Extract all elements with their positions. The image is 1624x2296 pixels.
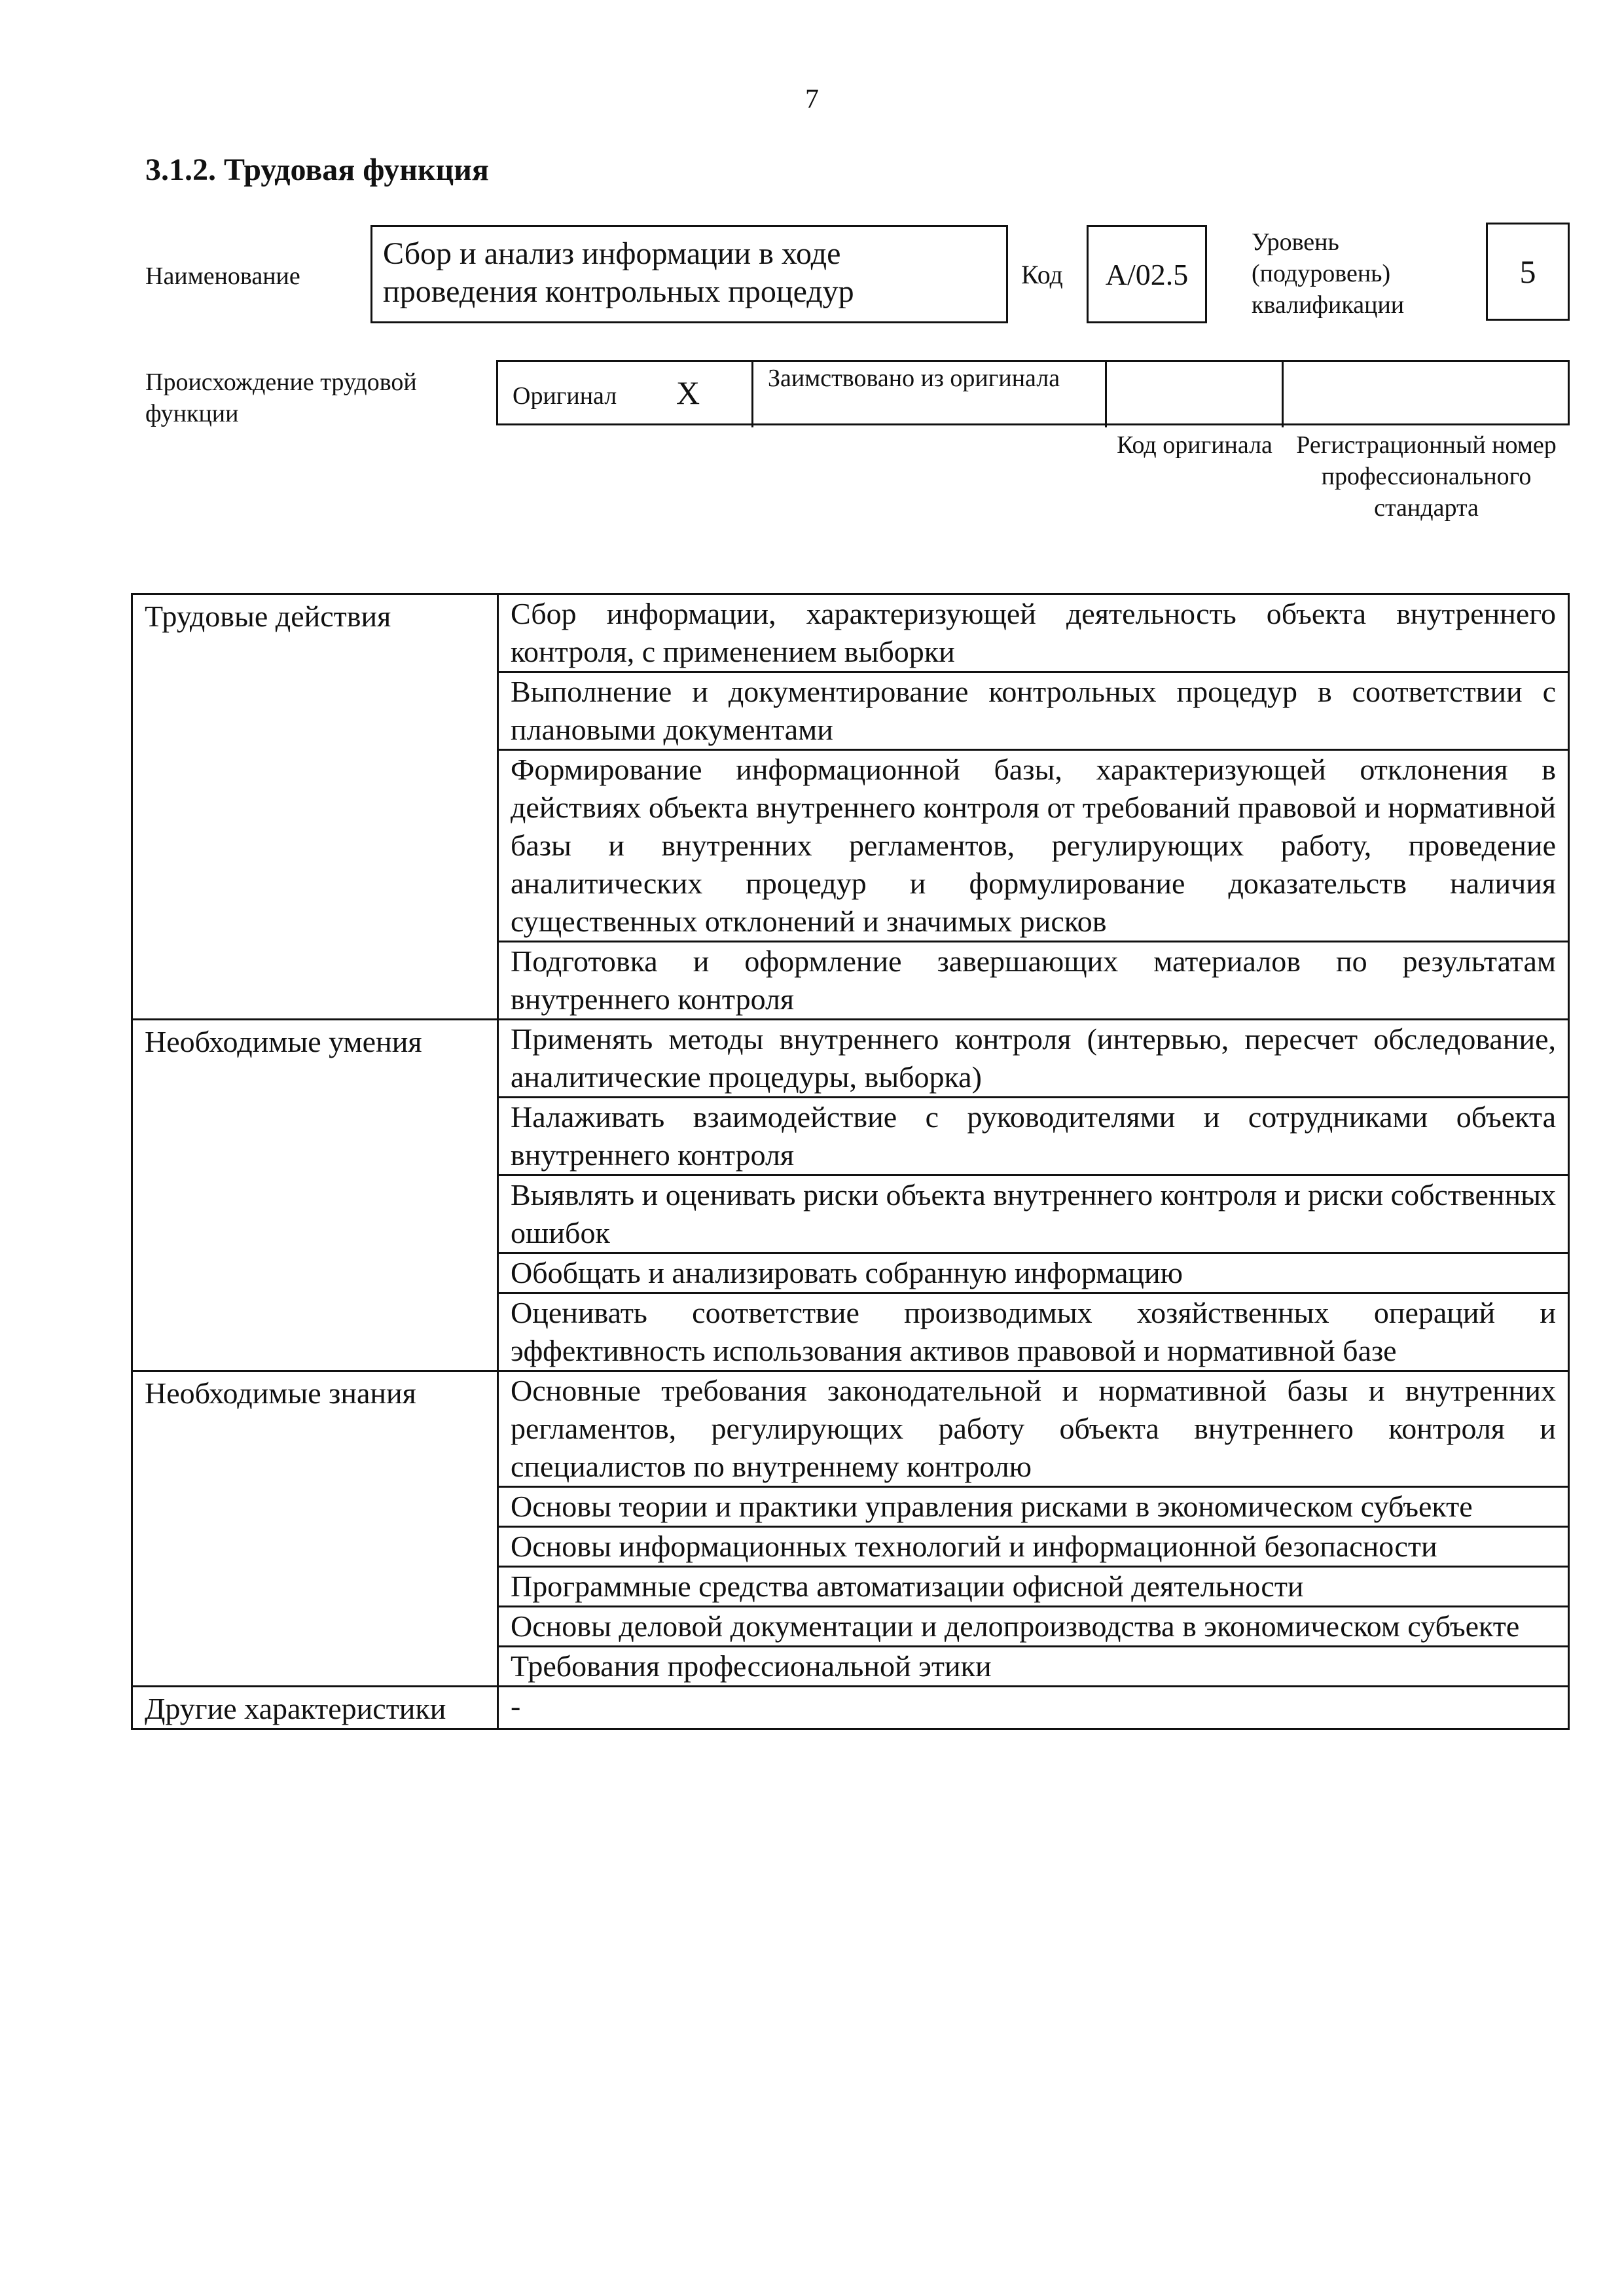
table-cell: Оценивать соответствие производимых хозяйственных операций и эффективность использования активов правовой и нормативной базе — [498, 1293, 1569, 1371]
function-table — [131, 593, 1570, 1730]
table-row — [132, 1371, 1569, 1487]
code-original-label: Код оригинала — [1117, 431, 1272, 459]
table-cell: Применять методы внутреннего контроля (интервью, пересчет обследование, аналитические процедуры, выборка) — [498, 1020, 1569, 1098]
table-cell: Основы теории и практики управления рисками в экономическом субъекте — [498, 1487, 1569, 1527]
name-label: Наименование — [145, 262, 300, 290]
table-cell: Основные требования законодательной и нормативной базы и внутренних регламентов, регулирующих работу объекта внутреннего контроля и специалистов по внутреннему контролю — [498, 1371, 1569, 1487]
function-name-box: Сбор и анализ информации в ходе проведения контрольных процедур — [370, 225, 1008, 323]
reg-number-label: Регистрационный номер профессионального стандарта — [1296, 431, 1557, 522]
level-label-line-1: Уровень — [1252, 228, 1339, 256]
original-cell — [498, 362, 753, 427]
table-cell: Требования профессиональной этики — [498, 1647, 1569, 1687]
reg-number-cell — [1284, 362, 1568, 427]
original-label: Оригинал — [513, 382, 617, 410]
table-cell: Подготовка и оформление завершающих материалов по результатам внутреннего контроля — [498, 942, 1569, 1020]
table-cell: Обобщать и анализировать собранную информацию — [498, 1253, 1569, 1293]
code-original-cell — [1107, 362, 1284, 427]
borrowed-cell — [753, 362, 1107, 427]
knowledge-label: Необходимые знания — [132, 1371, 498, 1687]
table-row — [132, 1020, 1569, 1098]
table-cell: Программные средства автоматизации офисной деятельности — [498, 1567, 1569, 1607]
table-cell: Формирование информационной базы, характеризующей отклонения в действиях объекта внутреннего контроля от требований правовой и нормативной базы и внутренних регламентов, регулирующих работу, проведение аналитических процедур и формулирование доказательств наличия существенных отклонений и значимых рисков — [498, 750, 1569, 942]
section-title: 3.1.2. Трудовая функция — [145, 152, 489, 187]
level-label — [1252, 226, 1404, 321]
level-label-line-2: (подуровень) — [1252, 260, 1391, 287]
other-label: Другие характеристики — [132, 1687, 498, 1729]
original-mark: Х — [676, 374, 700, 411]
table-row — [132, 1687, 1569, 1729]
code-label: Код — [1021, 260, 1063, 289]
table-row — [132, 594, 1569, 672]
level-label-line-3: квалификации — [1252, 291, 1405, 319]
level-value-box: 5 — [1486, 223, 1570, 321]
code-value-box: А/02.5 — [1087, 225, 1207, 323]
table-cell: Налаживать взаимодействие с руководителями и сотрудниками объекта внутреннего контроля — [498, 1098, 1569, 1175]
table-cell: Сбор информации, характеризующей деятельность объекта внутреннего контроля, с применением выборки — [498, 594, 1569, 672]
origin-row — [496, 360, 1570, 425]
borrowed-label: Заимствовано из оригинала — [768, 365, 1060, 392]
page-number: 7 — [805, 84, 819, 115]
origin-label: Происхождение трудовой функции — [145, 368, 417, 427]
table-cell: Выявлять и оценивать риски объекта внутреннего контроля и риски собственных ошибок — [498, 1175, 1569, 1253]
table-cell: Выполнение и документирование контрольных процедур в соответствии с плановыми документами — [498, 672, 1569, 750]
table-cell: - — [498, 1687, 1569, 1729]
labor-actions-label: Трудовые действия — [132, 594, 498, 1020]
table-cell: Основы деловой документации и делопроизводства в экономическом субъекте — [498, 1607, 1569, 1647]
skills-label: Необходимые умения — [132, 1020, 498, 1371]
table-cell: Основы информационных технологий и информационной безопасности — [498, 1527, 1569, 1567]
